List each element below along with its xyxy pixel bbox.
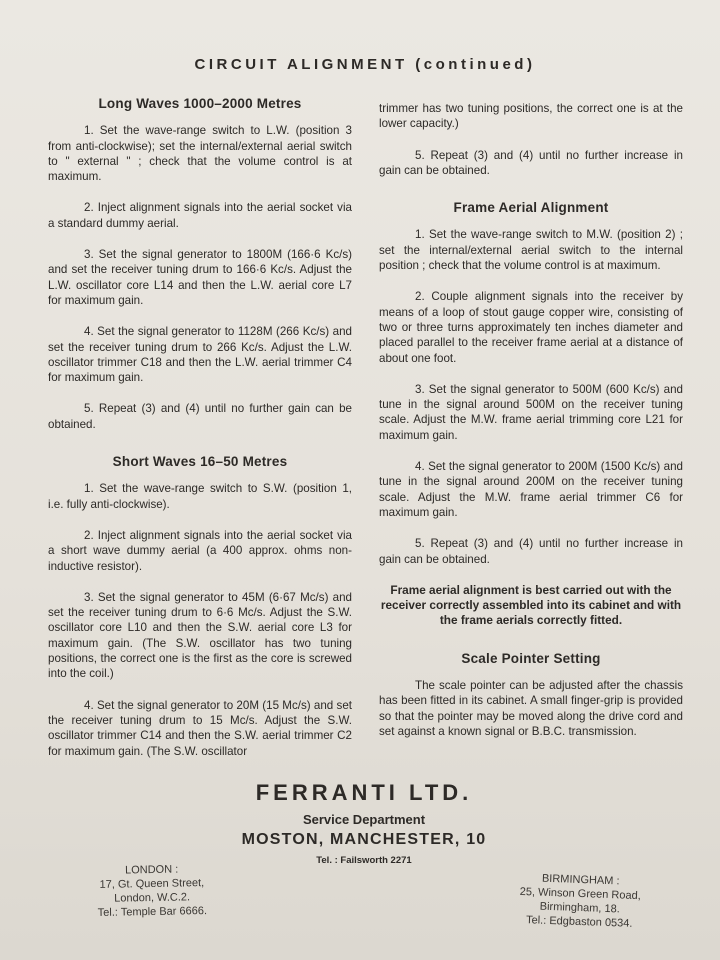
scale-pointer-heading: Scale Pointer Setting [461, 650, 601, 666]
london-line: 17, Gt. Queen Street, [99, 877, 205, 891]
long-waves-step-3: 3. Set the signal generator to 1800M (166·6 Kc/s) and set the receiver tuning drum to 166·6 Kc/s. Adjust the L.W. oscillator core L14 and then the L.W. aerial core L7 for maximum gain. [48, 248, 352, 307]
page-title: CIRCUIT ALIGNMENT (continued) [194, 56, 536, 73]
frame-aerial-step-1: 1. Set the wave-range switch to M.W. (position 2) ; set the internal/external aerial switch to the internal position ; check that the volume control is at maximum. [379, 228, 683, 273]
short-waves-step-2: 2. Inject alignment signals into the aerial socket via a short wave dummy aerial (a 400 approx. ohms non-inductive resistor). [48, 528, 352, 573]
frame-aerial-step-5: 5. Repeat (3) and (4) until no further increase in gain can be obtained. [379, 537, 683, 566]
left-column [48, 96, 352, 775]
birmingham-line: Birmingham, 18. [539, 900, 620, 916]
frame-aerial-step-2: 2. Couple alignment signals into the receiver by means of a loop of stout gauge copper wire, consisting of two or three turns approximately ten inches diameter and placed parallel to the receiver frame aerial at a distance of about one foot. [379, 290, 683, 365]
london-address [72, 862, 233, 921]
short-waves-step-1: 1. Set the wave-range switch to S.W. (position 1, i.e. fully anti-clockwise). [48, 482, 352, 511]
company-name: FERRANTI LTD. [255, 780, 473, 805]
short-waves-step-4: 4. Set the signal generator to 20M (15 Mc/s) and set the receiver tuning drum to 15 Mc/s. Adjust the S.W. oscillator trimmer C14 and then the S.W. aerial trimmer C2 for maximum gain. (The S.W. oscillator [48, 698, 352, 758]
department: Service Department [302, 812, 426, 827]
scale-pointer-text: The scale pointer can be adjusted after the chassis has been fitted in its cabinet. A small finger-grip is provided so that the pointer may be moved along the drive cord and set against a known signal or B.B.C. transmission. [379, 679, 683, 738]
birmingham-line: Tel.: Edgbaston 0534. [525, 914, 633, 930]
short-waves-continued: trimmer has two tuning positions, the correct one is at the lower capacity.) [379, 102, 683, 131]
short-waves-step-3: 3. Set the signal generator to 45M (6·67 Mc/s) and set the receiver tuning drum to 6·6 Mc/s. Adjust the S.W. oscillator core L10 and then the S.W. aerial core L3 for maximum gain. (The S.W. oscillator has two tuning positions, the correct one is the first as the core is screwed into the coil.) [48, 590, 352, 681]
long-waves-step-1: 1. Set the wave-range switch to L.W. (position 3 from anti-clockwise); set the internal/external aerial switch to " external " ; check that the volume control is at maximum. [48, 124, 352, 184]
long-waves-heading: Long Waves 1000–2000 Metres [98, 96, 302, 111]
london-line: LONDON : [124, 863, 179, 877]
birmingham-line: 25, Winson Green Road, [519, 885, 641, 903]
long-waves-step-5: 5. Repeat (3) and (4) until no further gain can be obtained. [48, 402, 352, 431]
london-line: Tel.: Temple Bar 6666. [97, 905, 208, 919]
frame-aerial-step-4: 4. Set the signal generator to 200M (1500 Kc/s) and tune in the signal around 200M on the receiver tuning scale. Adjust the M.W. frame aerial trimmer C6 for maximum gain. [379, 460, 683, 519]
long-waves-step-2: 2. Inject alignment signals into the aerial socket via a standard dummy aerial. [48, 201, 352, 230]
company-location: MOSTON, MANCHESTER, 10 [241, 831, 487, 848]
short-waves-step-5: 5. Repeat (3) and (4) until no further increase in gain can be obtained. [379, 148, 683, 177]
frame-aerial-heading: Frame Aerial Alignment [453, 200, 609, 216]
birmingham-line: BIRMINGHAM : [541, 872, 620, 888]
right-column [379, 101, 683, 755]
frame-aerial-step-3: 3. Set the signal generator to 500M (600 Kc/s) and tune in the signal around 500M on the receiver tuning scale. Adjust the M.W. frame aerial trimming core L21 for maximum gain. [379, 382, 683, 442]
frame-aerial-note: Frame aerial alignment is best carried out with the receiver correctly assembled into its cabinet and with the frame aerials correctly fitted. [380, 582, 682, 628]
birmingham-address [494, 870, 666, 932]
company-telephone: Tel. : Failsworth 2271 [316, 855, 412, 866]
long-waves-step-4: 4. Set the signal generator to 1128M (266 Kc/s) and set the receiver tuning drum to 266 Kc/s. Adjust the L.W. oscillator trimmer C18 and then the L.W. aerial trimmer C4 for maximum gain. [48, 325, 352, 385]
london-line: London, W.C.2. [114, 891, 191, 905]
short-waves-heading: Short Waves 16–50 Metres [112, 454, 288, 470]
company-block [0, 780, 720, 866]
